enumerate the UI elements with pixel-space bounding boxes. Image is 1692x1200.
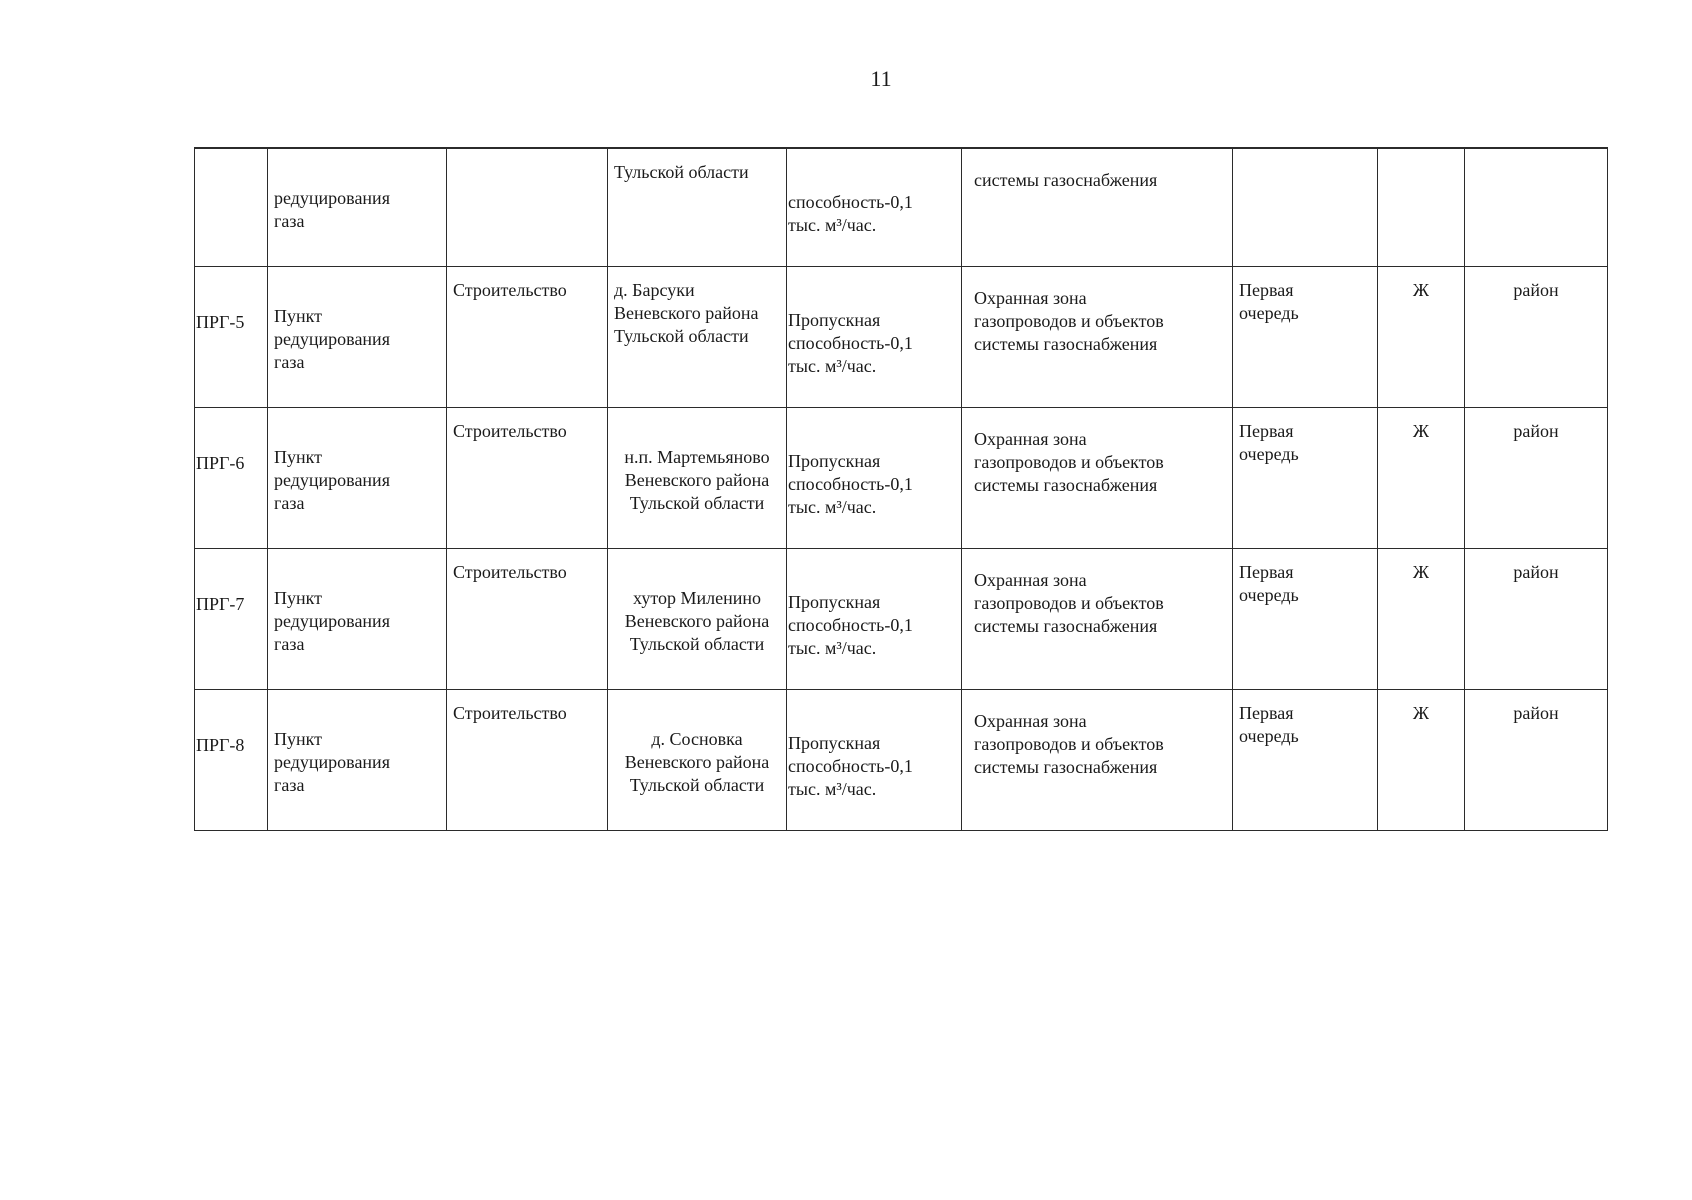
table-row bbox=[195, 549, 1608, 690]
cell-level: район bbox=[1465, 549, 1608, 690]
cell-letter: Ж bbox=[1378, 549, 1465, 690]
cell-stage: Первая очередь bbox=[1233, 408, 1378, 549]
cell-type: Строительство bbox=[447, 549, 608, 690]
cell-name: Пункт редуцирования газа bbox=[268, 267, 447, 408]
cell-letter: Ж bbox=[1378, 408, 1465, 549]
cell-zone: Охранная зона газопроводов и объектов системы газоснабжения bbox=[962, 408, 1233, 549]
cell-location: хутор Миленино Веневского района Тульской области bbox=[608, 549, 787, 690]
cell-code: ПРГ-6 bbox=[195, 408, 268, 549]
cell-zone: Охранная зона газопроводов и объектов системы газоснабжения bbox=[962, 549, 1233, 690]
cell-letter bbox=[1378, 148, 1465, 267]
cell-stage bbox=[1233, 148, 1378, 267]
cell-capacity: Пропускная способность-0,1 тыс. м³/час. bbox=[787, 267, 962, 408]
cell-location: н.п. Мартемьяново Веневского района Тульской области bbox=[608, 408, 787, 549]
cell-location: д. Барсуки Веневского района Тульской области bbox=[608, 267, 787, 408]
cell-level bbox=[1465, 148, 1608, 267]
cell-code: ПРГ-5 bbox=[195, 267, 268, 408]
cell-level: район bbox=[1465, 267, 1608, 408]
cell-capacity: способность-0,1 тыс. м³/час. bbox=[787, 148, 962, 267]
cell-capacity: Пропускная способность-0,1 тыс. м³/час. bbox=[787, 549, 962, 690]
cell-level: район bbox=[1465, 408, 1608, 549]
cell-location: д. Сосновка Веневского района Тульской области bbox=[608, 690, 787, 831]
cell-stage: Первая очередь bbox=[1233, 690, 1378, 831]
cell-location: Тульской области bbox=[608, 148, 787, 267]
objects-table bbox=[194, 147, 1608, 831]
cell-code bbox=[195, 148, 268, 267]
table-row bbox=[195, 408, 1608, 549]
table-row bbox=[195, 267, 1608, 408]
cell-capacity: Пропускная способность-0,1 тыс. м³/час. bbox=[787, 408, 962, 549]
cell-type: Строительство bbox=[447, 267, 608, 408]
cell-stage: Первая очередь bbox=[1233, 267, 1378, 408]
cell-zone: Охранная зона газопроводов и объектов системы газоснабжения bbox=[962, 267, 1233, 408]
table-row bbox=[195, 148, 1608, 267]
cell-zone: Охранная зона газопроводов и объектов системы газоснабжения bbox=[962, 690, 1233, 831]
cell-name: Пункт редуцирования газа bbox=[268, 408, 447, 549]
cell-type: Строительство bbox=[447, 408, 608, 549]
cell-name: Пункт редуцирования газа bbox=[268, 690, 447, 831]
cell-zone: системы газоснабжения bbox=[962, 148, 1233, 267]
cell-name: редуцирования газа bbox=[268, 148, 447, 267]
cell-code: ПРГ-8 bbox=[195, 690, 268, 831]
cell-letter: Ж bbox=[1378, 267, 1465, 408]
cell-capacity: Пропускная способность-0,1 тыс. м³/час. bbox=[787, 690, 962, 831]
page-number: 11 bbox=[870, 66, 892, 91]
cell-type: Строительство bbox=[447, 690, 608, 831]
cell-type bbox=[447, 148, 608, 267]
cell-code: ПРГ-7 bbox=[195, 549, 268, 690]
cell-stage: Первая очередь bbox=[1233, 549, 1378, 690]
cell-letter: Ж bbox=[1378, 690, 1465, 831]
cell-name: Пункт редуцирования газа bbox=[268, 549, 447, 690]
cell-level: район bbox=[1465, 690, 1608, 831]
table-row bbox=[195, 690, 1608, 831]
